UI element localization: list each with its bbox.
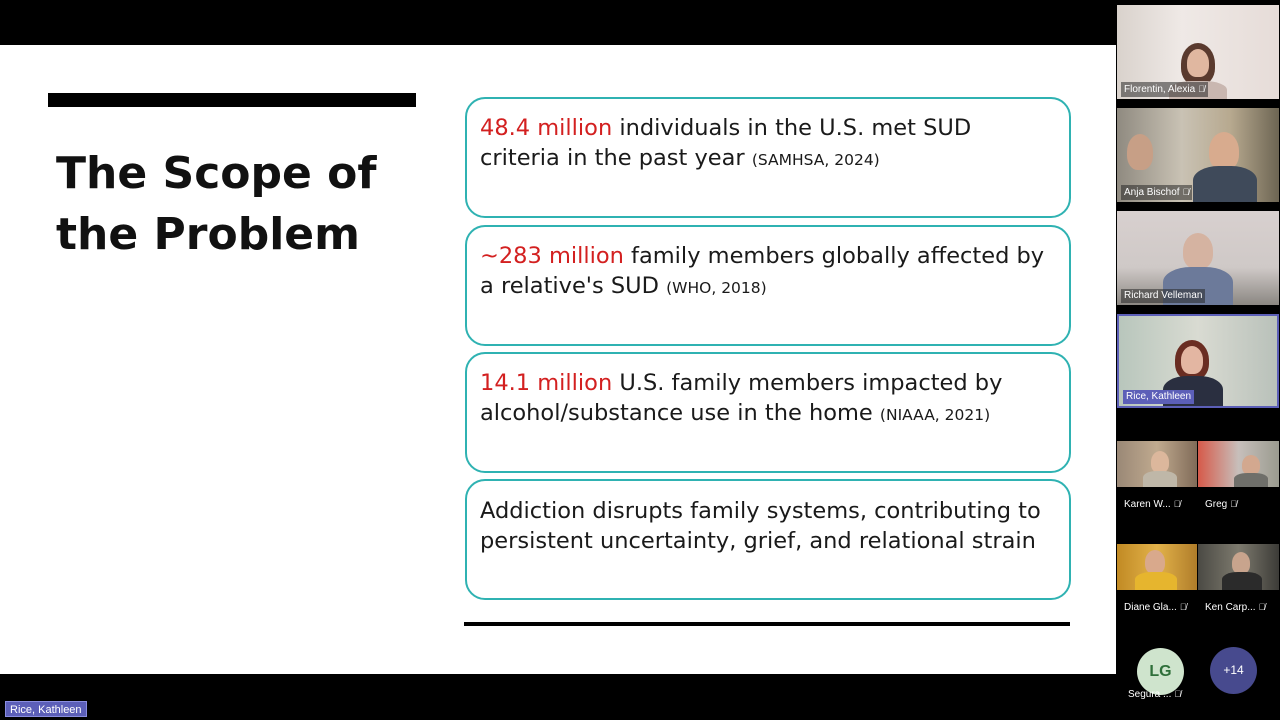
participant-name: Florentin, Alexia 🎙̸ (1121, 82, 1208, 97)
participant-name: Greg 🎙̸ (1205, 499, 1237, 510)
presenter-name-tag: Rice, Kathleen (5, 701, 87, 717)
stat-citation: (WHO, 2018) (666, 279, 767, 297)
participant-name: Rice, Kathleen (1123, 390, 1194, 404)
video-feed (1198, 441, 1279, 487)
stat-highlight: ~283 million (480, 243, 624, 269)
mic-off-icon: 🎙̸ (1198, 84, 1205, 94)
participant-avatar[interactable]: LG (1137, 648, 1184, 695)
mic-off-icon: 🎙̸ (1174, 689, 1182, 699)
stat-card-samhsa (465, 97, 1071, 218)
statement-text: Addiction disrupts family systems, contributing to persistent uncertainty, grief, and relational strain (480, 498, 1041, 554)
participant-tile-active-speaker[interactable] (1117, 314, 1279, 408)
video-feed (1117, 544, 1197, 590)
mic-off-icon: 🎙̸ (1179, 602, 1187, 612)
participant-name: Richard Velleman (1121, 289, 1205, 303)
participant-panel (1116, 0, 1280, 720)
more-participants-button[interactable]: +14 (1210, 647, 1257, 694)
stat-highlight: 14.1 million (480, 370, 613, 396)
mic-off-icon: 🎙̸ (1230, 499, 1237, 509)
stat-citation: (SAMHSA, 2024) (751, 151, 880, 169)
title-accent-bar (48, 93, 416, 107)
participant-name: Anja Bischof 🎙̸ (1121, 185, 1192, 200)
participant-tile[interactable] (1198, 544, 1279, 618)
stat-citation: (NIAAA, 2021) (879, 406, 991, 424)
mic-off-icon: 🎙̸ (1173, 499, 1181, 509)
participant-name: Ken Carp... 🎙̸ (1205, 602, 1266, 613)
participant-tile[interactable] (1198, 441, 1279, 515)
participant-tile[interactable] (1117, 441, 1197, 515)
stat-card-who (465, 225, 1071, 346)
statement-card (465, 479, 1071, 600)
mic-off-icon: 🎙̸ (1182, 187, 1190, 197)
video-feed (1117, 441, 1197, 487)
mic-off-icon: 🎙̸ (1258, 602, 1266, 612)
stat-text: individuals in the U.S. met SUD criteria in the past year (480, 115, 972, 171)
participant-name: Karen W... 🎙̸ (1124, 499, 1181, 510)
participant-tile[interactable] (1117, 5, 1279, 99)
participant-tile[interactable] (1117, 211, 1279, 305)
participant-tile[interactable] (1117, 544, 1197, 618)
presentation-slide (0, 45, 1116, 674)
stat-card-niaaa (465, 352, 1071, 473)
participant-tile[interactable] (1117, 108, 1279, 202)
participant-name: Diane Gla... 🎙̸ (1124, 602, 1187, 613)
stat-text: family members globally affected by a relative's SUD (480, 243, 1045, 299)
video-feed (1198, 544, 1279, 590)
participant-name: Segura ... 🎙̸ (1128, 689, 1182, 700)
slide-title: The Scope of the Problem (56, 148, 377, 260)
stat-text: U.S. family members impacted by alcohol/substance use in the home (480, 370, 1003, 426)
bottom-divider (464, 622, 1070, 626)
stat-highlight: 48.4 million (480, 115, 613, 141)
